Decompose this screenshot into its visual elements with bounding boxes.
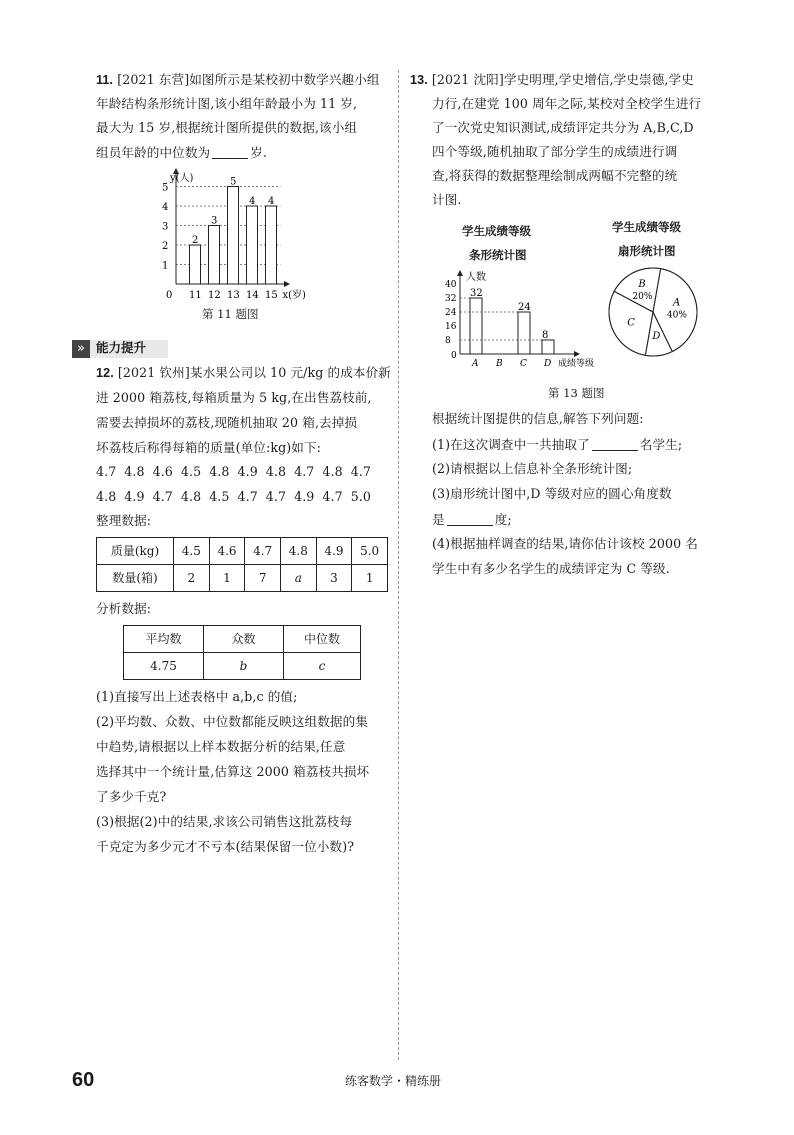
table-cell: 质量(kg) (97, 538, 174, 565)
origin-label: 0 (166, 290, 173, 301)
q12-frequency-table (96, 537, 388, 592)
table-cell: 1 (352, 565, 388, 592)
x-tick-label: 14 (246, 290, 259, 301)
x-tick-label: B (496, 359, 503, 369)
data-value: 4.7 (265, 489, 287, 504)
q13-line-1: 13. [2021 沈阳]学史明理,学史增信,学史崇德,学史 (410, 72, 694, 87)
x-tick-label: 11 (189, 290, 202, 301)
table-row (97, 538, 388, 565)
data-value: 4.7 (350, 464, 372, 479)
q12-sub-2c: 选择其中一个统计量,估算这 2000 箱荔枝共损坏 (96, 764, 370, 779)
q13-pie-title-2: 扇形统计图 (618, 244, 676, 258)
x-axis-label: x(岁) (282, 290, 306, 301)
page-number: 60 (72, 1069, 95, 1091)
y-tick-label: 4 (162, 202, 169, 213)
q13-line-4: 四个等级,随机抽取了部分学生的成绩进行调 (432, 144, 678, 159)
q13-after-3: (3)扇形统计图中,D 等级对应的圆心角度数 (432, 486, 672, 501)
double-chevron-right-icon: » (72, 340, 90, 358)
q13-after-0: 根据统计图提供的信息,解答下列问题: (432, 411, 644, 426)
data-value: 4.7 (322, 489, 343, 504)
section-ability-improve (72, 340, 168, 358)
table-cell: 4.5 (174, 538, 210, 565)
q13-after-5: (4)根据抽样调查的结果,请你估计该校 2000 名 (432, 536, 698, 551)
pie-slice-label: B (638, 279, 646, 291)
table-cell: 1 (209, 565, 245, 592)
x-tick-label: A (472, 359, 479, 369)
q13-bar-title-1: 学生成绩等级 (462, 224, 531, 238)
data-value: 4.5 (209, 489, 230, 504)
q11-source: [2021 东营] (117, 72, 190, 87)
data-value: 4.8 (322, 464, 343, 479)
bar-data-label: 8 (542, 330, 549, 341)
y-axis-arrow (457, 270, 463, 276)
q13-line-2: 力行,在建党 100 周年之际,某校对全校学生进行 (432, 96, 702, 111)
x-axis-arrow (574, 351, 580, 357)
y-tick-label: 1 (162, 260, 169, 272)
q13-bar-chart (428, 268, 618, 372)
q12-sub-1: (1)直接写出上述表格中 a,b,c 的值; (96, 689, 298, 704)
x-tick-label: 13 (227, 290, 240, 301)
q13-caption: 第 13 题图 (548, 386, 605, 400)
table-cell: 中位数 (284, 626, 361, 653)
q11-caption: 第 11 题图 (202, 307, 259, 321)
data-value: 4.7 (237, 489, 258, 504)
y-tick-label: 5 (162, 182, 169, 194)
q13-number: 13. (410, 73, 428, 87)
q11-line-1: 11. [2021 东营]如图所示是某校初中数学兴趣小组 (96, 72, 380, 87)
table-cell: 4.8 (280, 538, 316, 565)
table-cell: 数量(箱) (97, 565, 174, 592)
table-cell: 众数 (204, 626, 284, 653)
data-value: 4.7 (96, 464, 117, 479)
data-value: 4.5 (180, 464, 202, 479)
q13-line-3: 了一次党史知识测试,成绩评定共分为 A,B,C,D (432, 120, 694, 135)
data-value: 4.8 (96, 489, 117, 504)
bar (518, 312, 530, 354)
bar (470, 298, 482, 354)
pie-percent-label: 40% (666, 310, 687, 321)
y-tick-label: 16 (445, 322, 457, 332)
data-value: 4.8 (124, 464, 145, 479)
book-title: 练客数学・精练册 (345, 1074, 442, 1088)
q12-line-2: 进 2000 箱荔枝,每箱质量为 5 kg,在出售荔枝前, (96, 390, 372, 405)
q12-sub-2d: 了多少千克? (96, 789, 167, 804)
pie-slice-label: A (672, 297, 681, 309)
bar (228, 187, 239, 285)
bar-data-label: 4 (268, 196, 275, 207)
y-axis-label: 人数 (466, 272, 486, 283)
q13-line-5: 查,将获得的数据整理绘制成两幅不完整的统 (432, 168, 678, 183)
table-row (97, 565, 388, 592)
q13-answer-blank-3[interactable] (447, 513, 493, 526)
bar-data-label: 3 (211, 215, 218, 227)
pie-slice-label: C (627, 317, 635, 329)
table-cell: 5.0 (352, 538, 388, 565)
q11-line-4: 组员年龄的中位数为 岁. (96, 145, 268, 160)
q11-bar-chart (150, 166, 310, 306)
q13-after-2: (2)请根据以上信息补全条形统计图; (432, 461, 633, 476)
q13-after-6: 学生中有多少名学生的成绩评定为 C 等级. (432, 561, 670, 576)
q12-line-3: 需要去掉损坏的荔枝,现随机抽取 20 箱,去掉损 (96, 415, 358, 430)
q13-bar-title-2: 条形统计图 (469, 248, 527, 262)
q12-sub-2a: (2)平均数、众数、中位数都能反映这组数据的集 (96, 714, 369, 729)
q13-source: [2021 沈阳] (431, 72, 504, 87)
data-value: 4.6 (152, 464, 173, 479)
origin-label: 0 (451, 351, 457, 361)
q12-source: [2021 钦州] (117, 365, 190, 380)
q12-sub-3b: 千克定为多少元才不亏本(结果保留一位小数)? (96, 839, 355, 854)
y-tick-label: 40 (445, 280, 457, 290)
table-cell: 3 (316, 565, 352, 592)
data-value: 4.7 (152, 489, 173, 504)
table-cell: a (280, 565, 316, 592)
x-tick-label: D (544, 359, 552, 369)
data-value: 5.0 (350, 489, 372, 504)
data-value: 4.8 (265, 464, 287, 479)
table-cell: 4.9 (316, 538, 352, 565)
q13-after-1: (1)在这次调查中一共抽取了 名学生; (432, 437, 683, 452)
q12-number: 12. (96, 366, 114, 380)
y-axis-label: y(人) (170, 173, 194, 184)
x-tick-label: C (520, 359, 527, 369)
table-cell: 4.6 (209, 538, 245, 565)
q11-line-3: 最大为 15 岁,根据统计图所提供的数据,该小组 (96, 120, 358, 135)
q12-line-1: 12. [2021 钦州]某水果公司以 10 元/kg 的成本价新 (96, 365, 391, 380)
y-tick-label: 3 (162, 221, 169, 233)
bar-data-label: 2 (192, 235, 199, 246)
pie-slice-label: D (652, 330, 661, 342)
q13-pie-chart (602, 264, 706, 360)
bar-data-label: 5 (230, 176, 237, 188)
q12-statistics-table (123, 625, 361, 680)
data-value: 4.9 (124, 489, 145, 504)
x-tick-label: 12 (208, 290, 221, 301)
section-label: 能力提升 (96, 340, 147, 355)
pie-percent-label: 20% (632, 292, 653, 303)
bar (266, 206, 277, 284)
y-tick-label: 32 (445, 294, 457, 304)
q13-answer-blank-1[interactable] (592, 438, 638, 451)
table-cell: 4.75 (124, 653, 204, 680)
table-cell: c (284, 653, 361, 680)
y-tick-label: 8 (445, 336, 451, 346)
table-cell: 7 (245, 565, 281, 592)
y-tick-label: 2 (162, 241, 169, 252)
bar-data-label: 24 (518, 302, 531, 313)
q11-answer-blank[interactable] (212, 146, 248, 159)
table-row (124, 626, 361, 653)
x-axis-arrow (284, 281, 290, 287)
q12-analyze-label: 分析数据: (96, 601, 152, 616)
bar (209, 226, 220, 285)
column-divider (398, 70, 399, 1060)
q11-line-2: 年龄结构条形统计图,该小组年龄最小为 11 岁, (96, 96, 358, 111)
bar (542, 340, 554, 354)
x-axis-label: 成绩等级 (558, 359, 595, 369)
x-tick-label: 15 (265, 290, 278, 301)
q12-line-4: 坏荔枝后称得每箱的质量(单位:kg)如下: (96, 440, 322, 455)
table-cell: 平均数 (124, 626, 204, 653)
q13-after-4: 是 度; (432, 512, 512, 527)
q13-pie-title-1: 学生成绩等级 (612, 220, 681, 234)
table-cell: b (204, 653, 284, 680)
data-value: 4.9 (294, 489, 315, 504)
bar (247, 206, 258, 284)
table-cell: 4.7 (245, 538, 281, 565)
q12-sub-3a: (3)根据(2)中的结果,求该公司销售这批荔枝每 (96, 814, 353, 829)
table-row (124, 653, 361, 680)
y-tick-label: 24 (445, 308, 457, 318)
bar-data-label: 32 (470, 288, 483, 299)
bar-data-label: 4 (249, 196, 256, 207)
q11-number: 11. (96, 73, 114, 87)
q12-organize-label: 整理数据: (96, 513, 152, 528)
data-value: 4.8 (180, 489, 202, 504)
data-value: 4.7 (294, 464, 315, 479)
q12-sub-2b: 中趋势,请根据以上样本数据分析的结果,任意 (96, 739, 346, 754)
table-cell: 2 (174, 565, 210, 592)
q13-line-6: 计图. (432, 192, 462, 207)
data-value: 4.8 (209, 464, 230, 479)
bar (190, 245, 201, 284)
data-value: 4.9 (237, 464, 258, 479)
